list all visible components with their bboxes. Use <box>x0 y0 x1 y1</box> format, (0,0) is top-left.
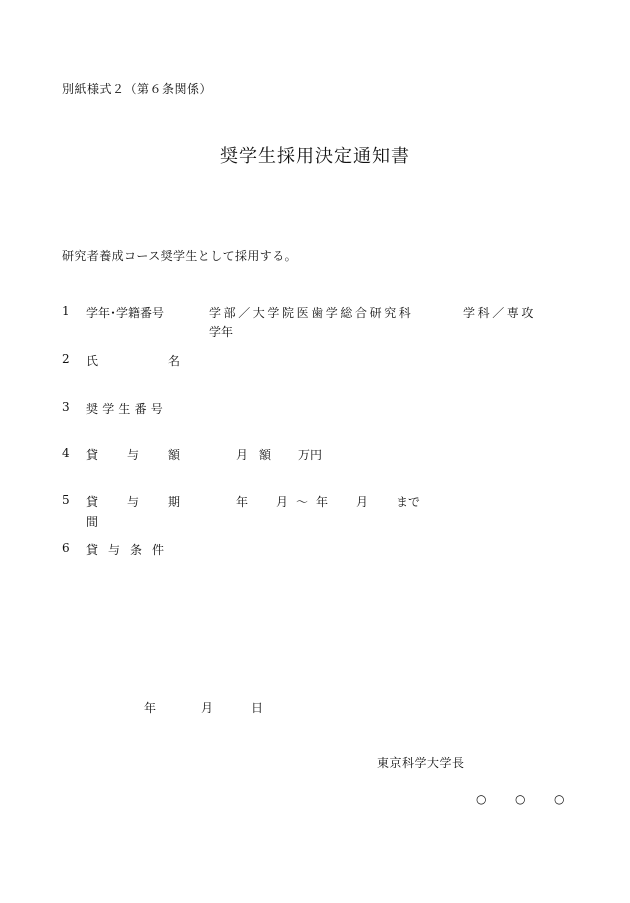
date-day: 日 <box>251 701 264 715</box>
item-4-monthly: 月 <box>236 448 249 462</box>
item-5-from-year: 年 <box>236 495 249 509</box>
issuer-title: 東京科学大学長 <box>377 756 465 770</box>
item-5-number: 5 <box>62 493 70 507</box>
item-3-number: 3 <box>62 400 70 414</box>
item-4-amount: 額 <box>259 448 272 462</box>
date-year: 年 <box>144 701 157 715</box>
item-4-number: 4 <box>62 446 70 460</box>
item-5-label-4: 間 <box>86 515 99 529</box>
item-3-label: 奨学生番号 <box>86 402 168 416</box>
item-4-unit: 万円 <box>298 448 323 462</box>
item-5-tilde: ～ <box>296 495 309 509</box>
name-placeholder-circle: ○ <box>554 792 565 806</box>
item-2-number: 2 <box>62 352 70 366</box>
item-5-label-3: 期 <box>168 495 181 509</box>
item-4-label-3: 額 <box>168 448 181 462</box>
form-reference: 別紙様式２（第６条関係） <box>62 82 213 96</box>
item-5-until: まで <box>396 495 421 509</box>
adoption-statement: 研究者養成コース奨学生として採用する。 <box>62 249 298 263</box>
item-6-number: 6 <box>62 541 70 555</box>
item-1-course: 学科／専攻 <box>463 306 537 320</box>
name-placeholder-circle: ○ <box>515 792 526 806</box>
item-1-number: 1 <box>62 304 70 318</box>
item-1-department: 学部／大学院医歯学総合研究科 <box>209 306 414 320</box>
document-title: 奨学生採用決定通知書 <box>220 146 410 167</box>
name-placeholder-circle: ○ <box>476 792 487 806</box>
item-4-label-2: 与 <box>127 448 140 462</box>
item-5-to-month: 月 <box>356 495 369 509</box>
date-month: 月 <box>201 701 214 715</box>
item-5-label-2: 与 <box>127 495 140 509</box>
item-2-label-given: 名 <box>168 354 181 368</box>
item-1-year: 学年 <box>209 325 234 339</box>
item-4-label-1: 貸 <box>86 448 99 462</box>
item-6-label: 貸与条件 <box>86 543 175 557</box>
item-5-from-month: 月 <box>276 495 289 509</box>
item-5-label-1: 貸 <box>86 495 99 509</box>
item-5-to-year: 年 <box>316 495 329 509</box>
item-1-label: 学年･学籍番号 <box>86 306 165 320</box>
item-2-label-family: 氏 <box>86 354 99 368</box>
